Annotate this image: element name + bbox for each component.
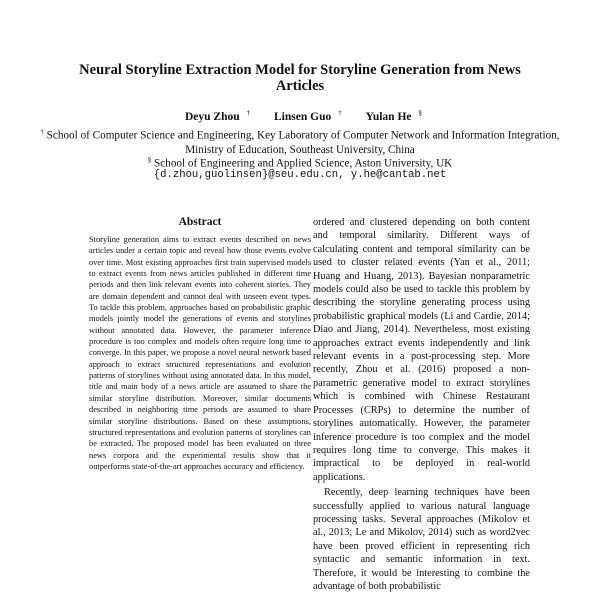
- author: Yulan He §: [365, 109, 423, 123]
- body-column: [313, 216, 530, 593]
- affiliation: § School of Engineering and Applied Science, Aston University, UK: [147, 156, 453, 170]
- body-paragraph: ordered and clustered depending on both content and temporal similarity. Different ways of calculating content and temporal similarity can be used to cluster related events (Yan et al., 2011; Huang and Huang, 2013). Bayesian nonparametric models could also be used to tackle this problem by describing the storyline generating process using probabilistic graphical models (Li and Cardie, 2014; Diao and Jiang, 2014). Nevertheless, most existing approaches extract events independently and link relevant events in a post-processing step. More recently, Zhou et al. (2016) proposed a non-parametric generative model to extract storylines which is combined with Chinese Restaurant Processes (CRPs) to determine the number of storylines automatically. However, the parameter inference procedure is too complex and the model requires long time to converge. This makes it impractical to be deployed in real-world applications.: [313, 217, 530, 483]
- author-emails: {d.zhou,guolinsen}@seu.edu.cn, y.he@cantab.net: [153, 169, 447, 181]
- author: Linsen Guo †: [274, 109, 342, 123]
- abstract-heading: Abstract: [178, 216, 222, 228]
- abstract-text: Storyline generation aims to extract events described on news articles under a certain topic and reveal how those events evolve over time. Most existing approaches first train supervised models to extract events from news articles published in different time periods and then link relevant events into coherent stories. They are domain dependent and cannot deal with unseen event types. To tackle this problem, approaches based on probabilistic graphic models jointly model the generations of events and storylines without annotated data. However, the parameter inference procedure is too complex and models often require long time to converge. In this paper, we propose a novel neural network based approach to extract structured representations and evolution patterns of storylines without using annotated data. In this model, title and main body of a news article are assumed to share the similar storyline distribution. Moreover, similar documents described in neighboring time periods are assumed to share similar storyline distributions. Based on these assumptions, structured representations and evolution patterns of storylines can be extracted. The proposed model has been evaluated on three news corpora and the experimental results show that it outperforms state-of-the-art approaches accuracy and efficiency.: [89, 235, 311, 471]
- paper-title: Neural Storyline Extraction Model for Storyline Generation from News Articles: [79, 62, 521, 94]
- affiliation: † School of Computer Science and Engineering, Key Laboratory of Computer Network and Information Integration, Ministry of Education, Southeast University, China: [40, 128, 560, 156]
- author: Deyu Zhou †: [184, 109, 251, 123]
- body-paragraph: Recently, deep learning techniques have been successfully applied to various natural language processing tasks. Several approaches (Mikolov et al., 2013; Le and Mikolov, 2014) such as word2vec have been proved efficient in representing rich syntactic and semantic information in text. Therefore, it would be interesting to combine the advantage of both probabilistic: [313, 487, 530, 592]
- author-list: [0, 109, 600, 123]
